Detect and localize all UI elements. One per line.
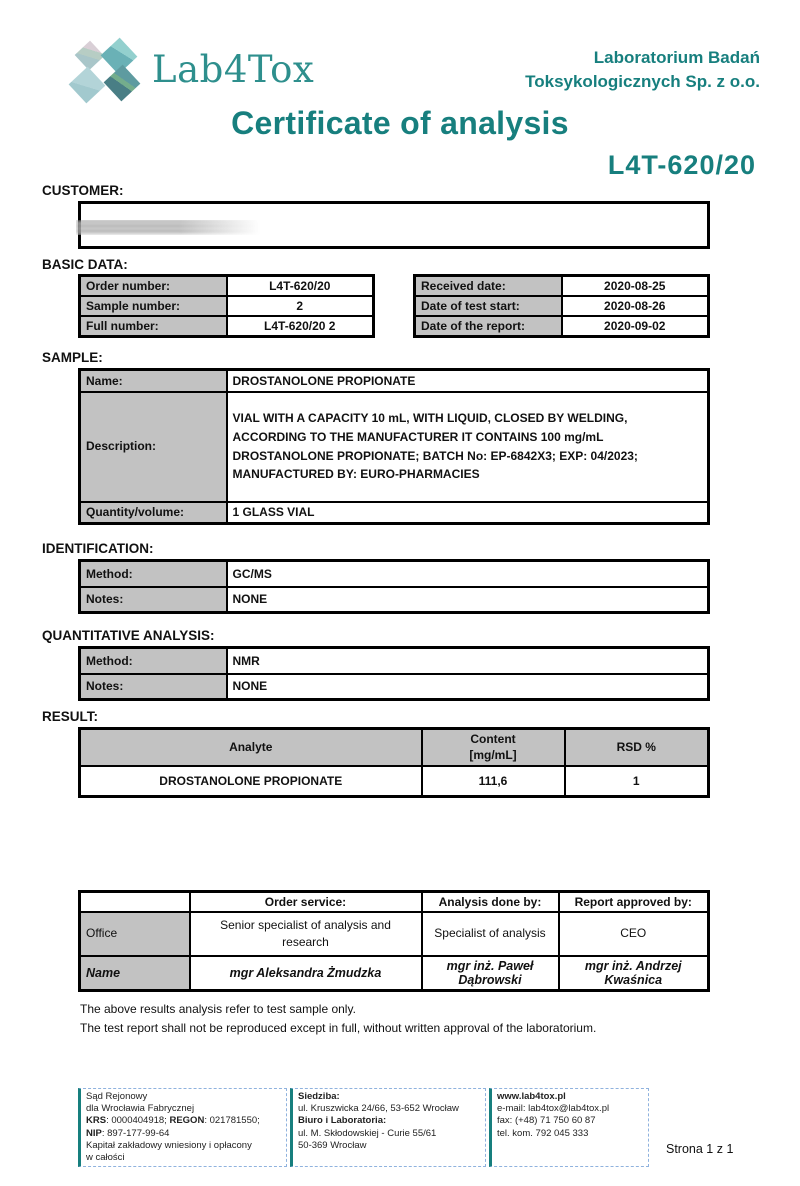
name-approval: mgr inż. Andrzej Kwaśnica (559, 956, 709, 991)
result-table (78, 727, 710, 798)
footer-line: Sąd Rejonowy (86, 1091, 148, 1103)
table-row (80, 502, 709, 524)
company-name-line2: Toksykologicznych Sp. z o.o. (525, 71, 760, 91)
quantitative-table (78, 646, 710, 701)
column-header-content-line2: [mg/mL] (469, 747, 517, 762)
basic-data-heading: BASIC DATA: (42, 257, 128, 272)
row-label: Method: (80, 561, 227, 587)
logo-diamonds-icon (70, 37, 142, 101)
column-header-report-approved-by: Report approved by: (559, 891, 709, 912)
redacted-customer-text (76, 220, 264, 235)
row-label: Received date: (415, 276, 562, 297)
row-value: VIAL WITH A CAPACITY 10 mL, WITH LIQUID, CLOSED BY WELDING, ACCORDING TO THE MANUFACTURER IT CONTAINS 100 mg/mL DROSTANOLONE PROPIONATE; BATCH No: EP-6842X3; EXP: 04/2023; MANUFACTURED BY: EURO-PHARMACIES (227, 392, 709, 502)
row-value: 2 (227, 296, 374, 316)
note-line: The test report shall not be reproduced except in full, without written approval of the laboratorium. (80, 1020, 597, 1035)
column-header-analysis-done-by: Analysis done by: (422, 891, 559, 912)
column-header-order-service: Order service: (190, 891, 422, 912)
logo-diamond-dark-icon (104, 65, 141, 102)
footer-line: w całości (86, 1151, 125, 1163)
row-label: Order number: (80, 276, 227, 297)
header (70, 36, 760, 102)
name-order-service: mgr Aleksandra Żmudzka (190, 956, 422, 991)
row-value: 2020-08-26 (562, 296, 709, 316)
row-label: Office (80, 912, 190, 956)
table-row (80, 370, 709, 392)
table-row (80, 316, 374, 337)
sample-table (78, 368, 710, 525)
basic-data-left-table (78, 274, 375, 338)
row-value: DROSTANOLONE PROPIONATE (227, 370, 709, 392)
footer-registry-info (78, 1088, 287, 1167)
logo-diamond-pale-icon (69, 67, 106, 104)
customer-heading: CUSTOMER: (42, 183, 124, 198)
identification-heading: IDENTIFICATION: (42, 541, 154, 556)
result-heading: RESULT: (42, 709, 98, 724)
row-label: Quantity/volume: (80, 502, 227, 524)
sample-heading: SAMPLE: (42, 350, 103, 365)
row-value: L4T-620/20 (227, 276, 374, 297)
row-label: Full number: (80, 316, 227, 337)
footer-line: dla Wrocławia Fabrycznej (86, 1103, 195, 1115)
row-label: Name: (80, 370, 227, 392)
footer-fax: fax: (+48) 71 750 60 87 (497, 1115, 596, 1127)
basic-data-right-table (413, 274, 710, 338)
footer-website: www.lab4tox.pl (497, 1091, 566, 1103)
row-label: Sample number: (80, 296, 227, 316)
certificate-page (0, 36, 800, 1186)
table-row (80, 276, 374, 297)
footer-line: NIP: 897-177-99-64 (86, 1127, 170, 1139)
column-header-rsd: RSD % (565, 729, 709, 767)
document-title: Certificate of analysis (231, 105, 569, 141)
row-value: 1 GLASS VIAL (227, 502, 709, 524)
table-row (80, 296, 374, 316)
row-value: NONE (227, 587, 709, 613)
table-row (415, 296, 709, 316)
row-value: NMR (227, 648, 709, 674)
table-row (80, 912, 709, 956)
row-value: 2020-08-25 (562, 276, 709, 297)
company-name-line1: Laboratorium Badań (593, 48, 760, 67)
footer-phone: tel. kom. 792 045 333 (497, 1127, 589, 1139)
footer-line: ul. Kruszwicka 24/66, 53-652 Wrocław (298, 1103, 459, 1115)
table-row (80, 674, 709, 700)
footer-line: ul. M. Skłodowskiej - Curie 55/61 (298, 1127, 437, 1139)
table-row (80, 956, 709, 991)
row-value: GC/MS (227, 561, 709, 587)
table-row (415, 276, 709, 297)
page-indicator: Strona 1 z 1 (666, 1142, 734, 1156)
identification-table (78, 559, 710, 614)
footer-line: Siedziba: (298, 1091, 340, 1103)
table-row (80, 766, 709, 796)
row-label: Notes: (80, 674, 227, 700)
table-row (80, 561, 709, 587)
row-label: Date of the report: (415, 316, 562, 337)
footer-line: Kapitał zakładowy wniesiony i opłacony (86, 1139, 252, 1151)
result-analyte: DROSTANOLONE PROPIONATE (80, 766, 422, 796)
row-label: Description: (80, 392, 227, 502)
row-label: Name (80, 956, 190, 991)
column-header-content (422, 729, 565, 767)
footer-address-info (290, 1088, 486, 1167)
footer-contact-info (489, 1088, 649, 1167)
row-label: Notes: (80, 587, 227, 613)
row-value: 2020-09-02 (562, 316, 709, 337)
row-value: L4T-620/20 2 (227, 316, 374, 337)
row-value: NONE (227, 674, 709, 700)
table-row (80, 587, 709, 613)
table-header-row (80, 891, 709, 912)
customer-box (78, 201, 710, 249)
row-label: Method: (80, 648, 227, 674)
signatures-table (78, 890, 710, 992)
result-content: 111,6 (422, 766, 565, 796)
office-approval: CEO (559, 912, 709, 956)
table-row (80, 648, 709, 674)
logo-text: Lab4Tox (152, 47, 315, 91)
table-row (80, 392, 709, 502)
name-analysis: mgr inż. Paweł Dąbrowski (422, 956, 559, 991)
office-analysis: Specialist of analysis (422, 912, 559, 956)
table-row (415, 316, 709, 337)
disclaimer-notes (80, 1000, 800, 1038)
quantitative-heading: QUANTITATIVE ANALYSIS: (42, 628, 215, 643)
report-number: L4T-620/20 (607, 150, 756, 180)
table-header-row (80, 729, 709, 767)
column-header-content-line1: Content (470, 732, 516, 746)
footer-line: KRS: 0000404918; REGON: 021781550; (86, 1115, 260, 1127)
office-order-service: Senior specialist of analysis and research (190, 912, 422, 956)
basic-data-tables (78, 274, 800, 338)
column-header-analyte: Analyte (80, 729, 422, 767)
empty-header-cell (80, 891, 190, 912)
footer-line: 50-369 Wrocław (298, 1139, 367, 1151)
footer-email: e-mail: lab4tox@lab4tox.pl (497, 1103, 610, 1115)
row-label: Date of test start: (415, 296, 562, 316)
company-name (525, 46, 760, 102)
result-rsd: 1 (565, 766, 709, 796)
note-line: The above results analysis refer to test sample only. (80, 1001, 356, 1016)
lab4tox-logo (70, 36, 314, 102)
footer-line: Biuro i Laboratoria: (298, 1115, 387, 1127)
